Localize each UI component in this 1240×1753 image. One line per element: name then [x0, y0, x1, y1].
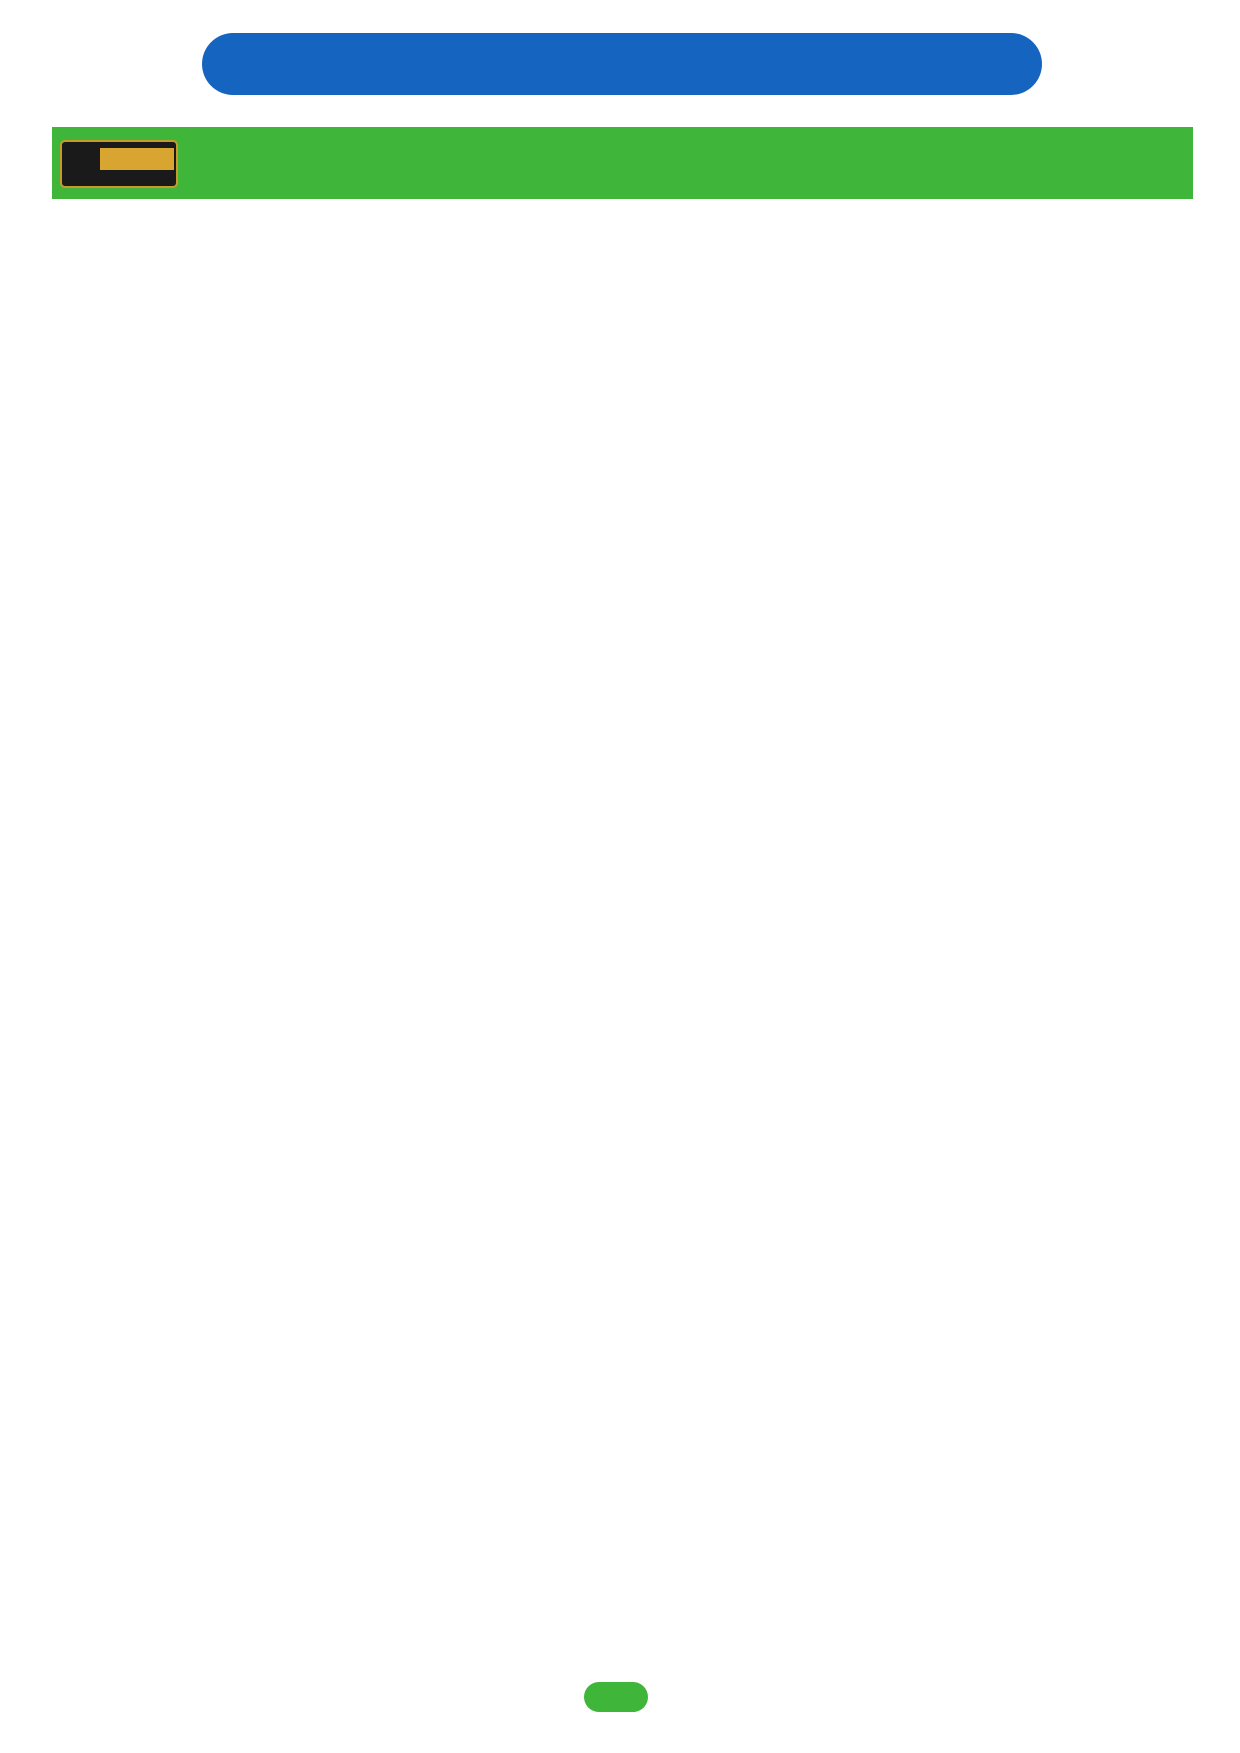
table-header	[52, 127, 1193, 199]
warranty-badge	[60, 140, 178, 188]
warranty-word	[100, 148, 174, 170]
header-packing	[872, 135, 1032, 141]
header-price	[1052, 135, 1182, 141]
header-description	[322, 135, 502, 141]
page-title-banner	[202, 33, 1042, 95]
page-number	[584, 1682, 648, 1712]
